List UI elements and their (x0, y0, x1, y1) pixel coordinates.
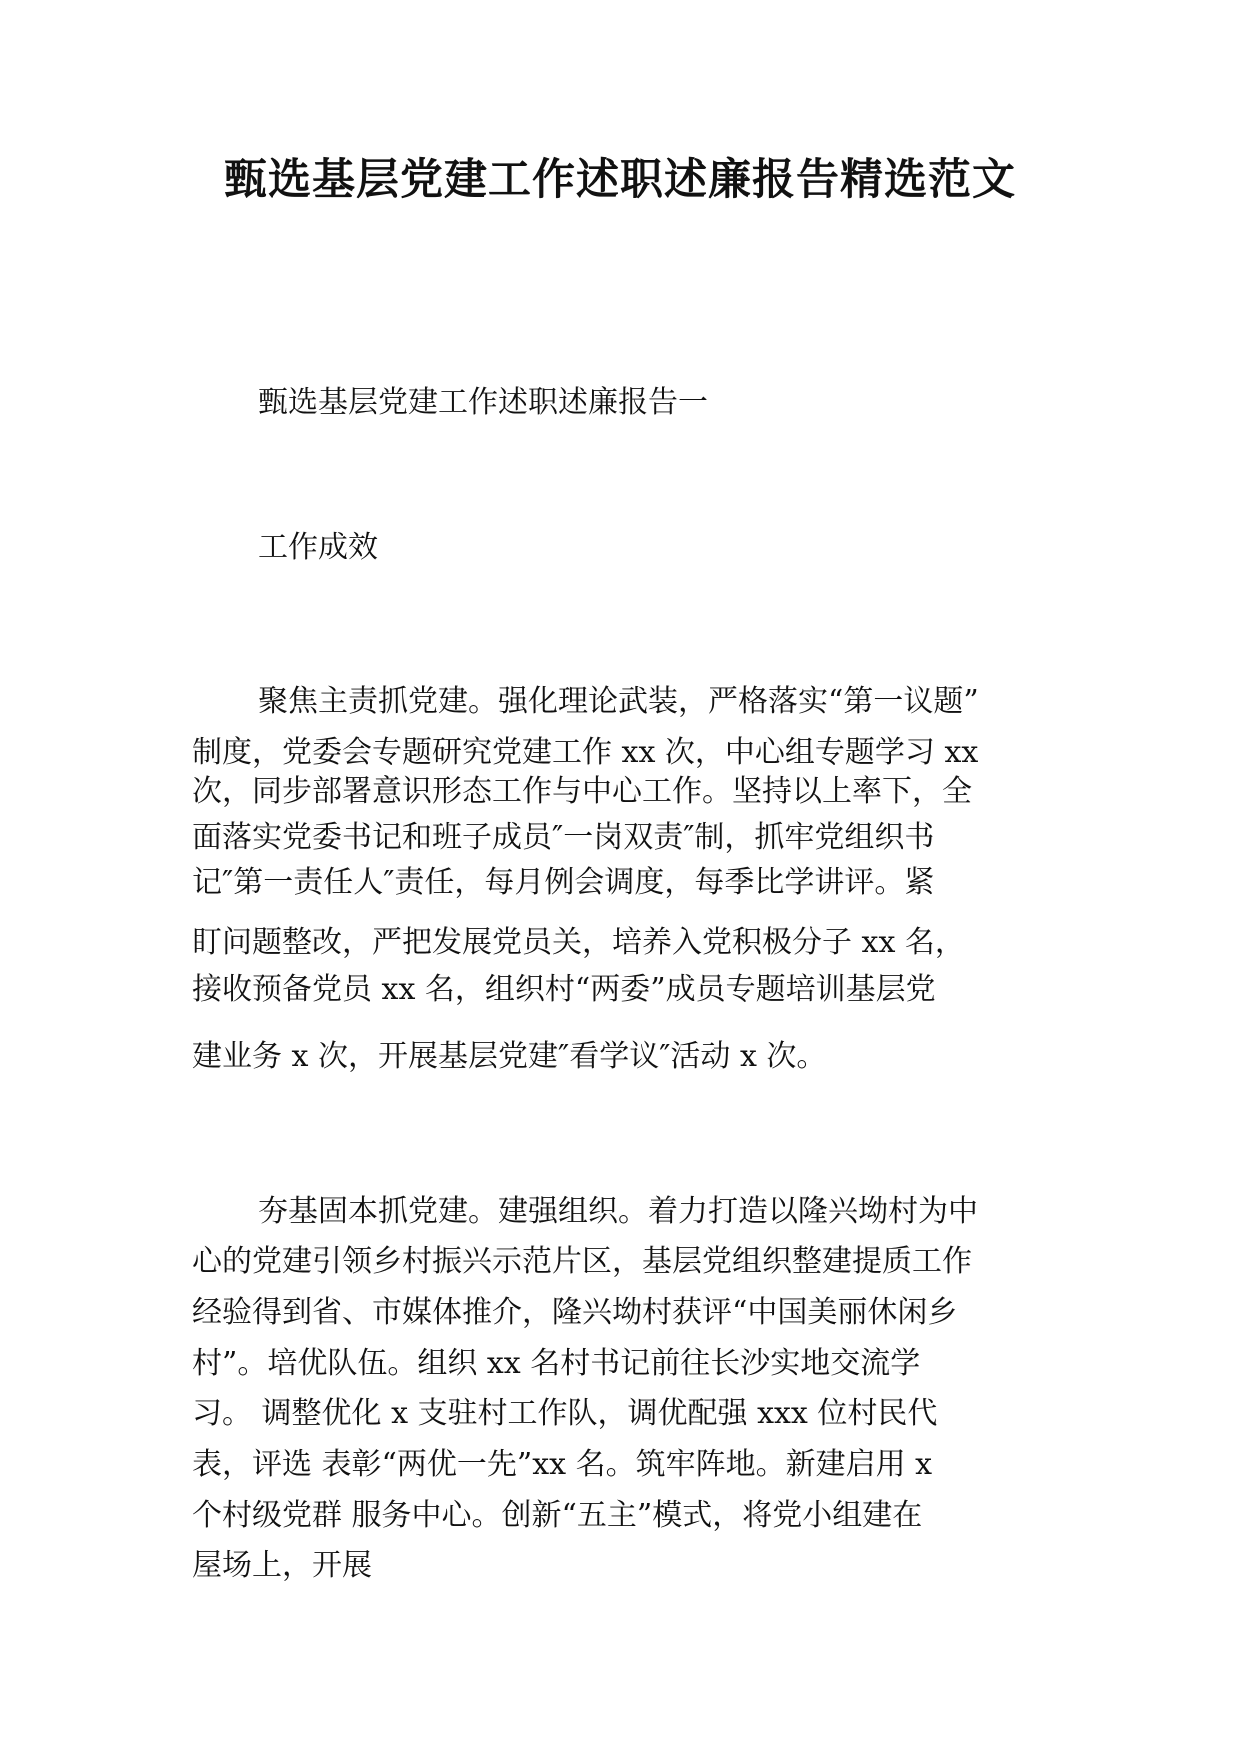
paragraph-2-line: 村”。培优队伍。组织 xx 名村书记前往长沙实地交流学 (192, 1346, 921, 1381)
paragraph-1-line: 聚焦主责抓党建。强化理论武装，严格落实“第一议题” (258, 684, 979, 719)
paragraph-1-line: 盯问题整改，严把发展党员关，培养入党积极分子 xx 名， (192, 925, 965, 960)
document-title: 甄选基层党建工作述职述廉报告精选范文 (224, 155, 1016, 205)
paragraph-2-line: 屋场上，开展 (192, 1548, 372, 1583)
paragraph-1-line: 制度，党委会专题研究党建工作 xx 次，中心组专题学习 xx (192, 735, 979, 770)
paragraph-1-line: 建业务 x 次，开展基层党建″看学议″活动 x 次。 (192, 1039, 827, 1074)
paragraph-1-line: 面落实党委书记和班子成员″一岗双责″制，抓牢党组织书 (192, 820, 935, 855)
section-heading: 甄选基层党建工作述职述廉报告一 (258, 385, 708, 420)
paragraph-2-line: 夯基固本抓党建。建强组织。着力打造以隆兴坳村为中 (258, 1194, 978, 1229)
paragraph-2-line: 心的党建引领乡村振兴示范片区，基层党组织整建提质工作 (192, 1244, 972, 1279)
paragraph-2-line: 个村级党群 服务中心。创新“五主”模式，将党小组建在 (192, 1498, 923, 1533)
paragraph-1-line: 次，同步部署意识形态工作与中心工作。坚持以上率下，全 (192, 774, 972, 809)
paragraph-1-line: 接收预备党员 xx 名，组织村“两委”成员专题培训基层党 (192, 972, 936, 1007)
paragraph-2-line: 经验得到省、市媒体推介，隆兴坳村获评“中国美丽休闲乡 (192, 1295, 958, 1330)
paragraph-2-line: 表，评选 表彰“两优一先”xx 名。筑牢阵地。新建启用 x (192, 1447, 933, 1482)
paragraph-2-line: 习。 调整优化 x 支驻村工作队，调优配强 xxx 位村民代 (192, 1396, 938, 1431)
paragraph-1-line: 记″第一责任人″责任，每月例会调度，每季比学讲评。紧 (192, 865, 935, 900)
subheading: 工作成效 (258, 530, 378, 565)
